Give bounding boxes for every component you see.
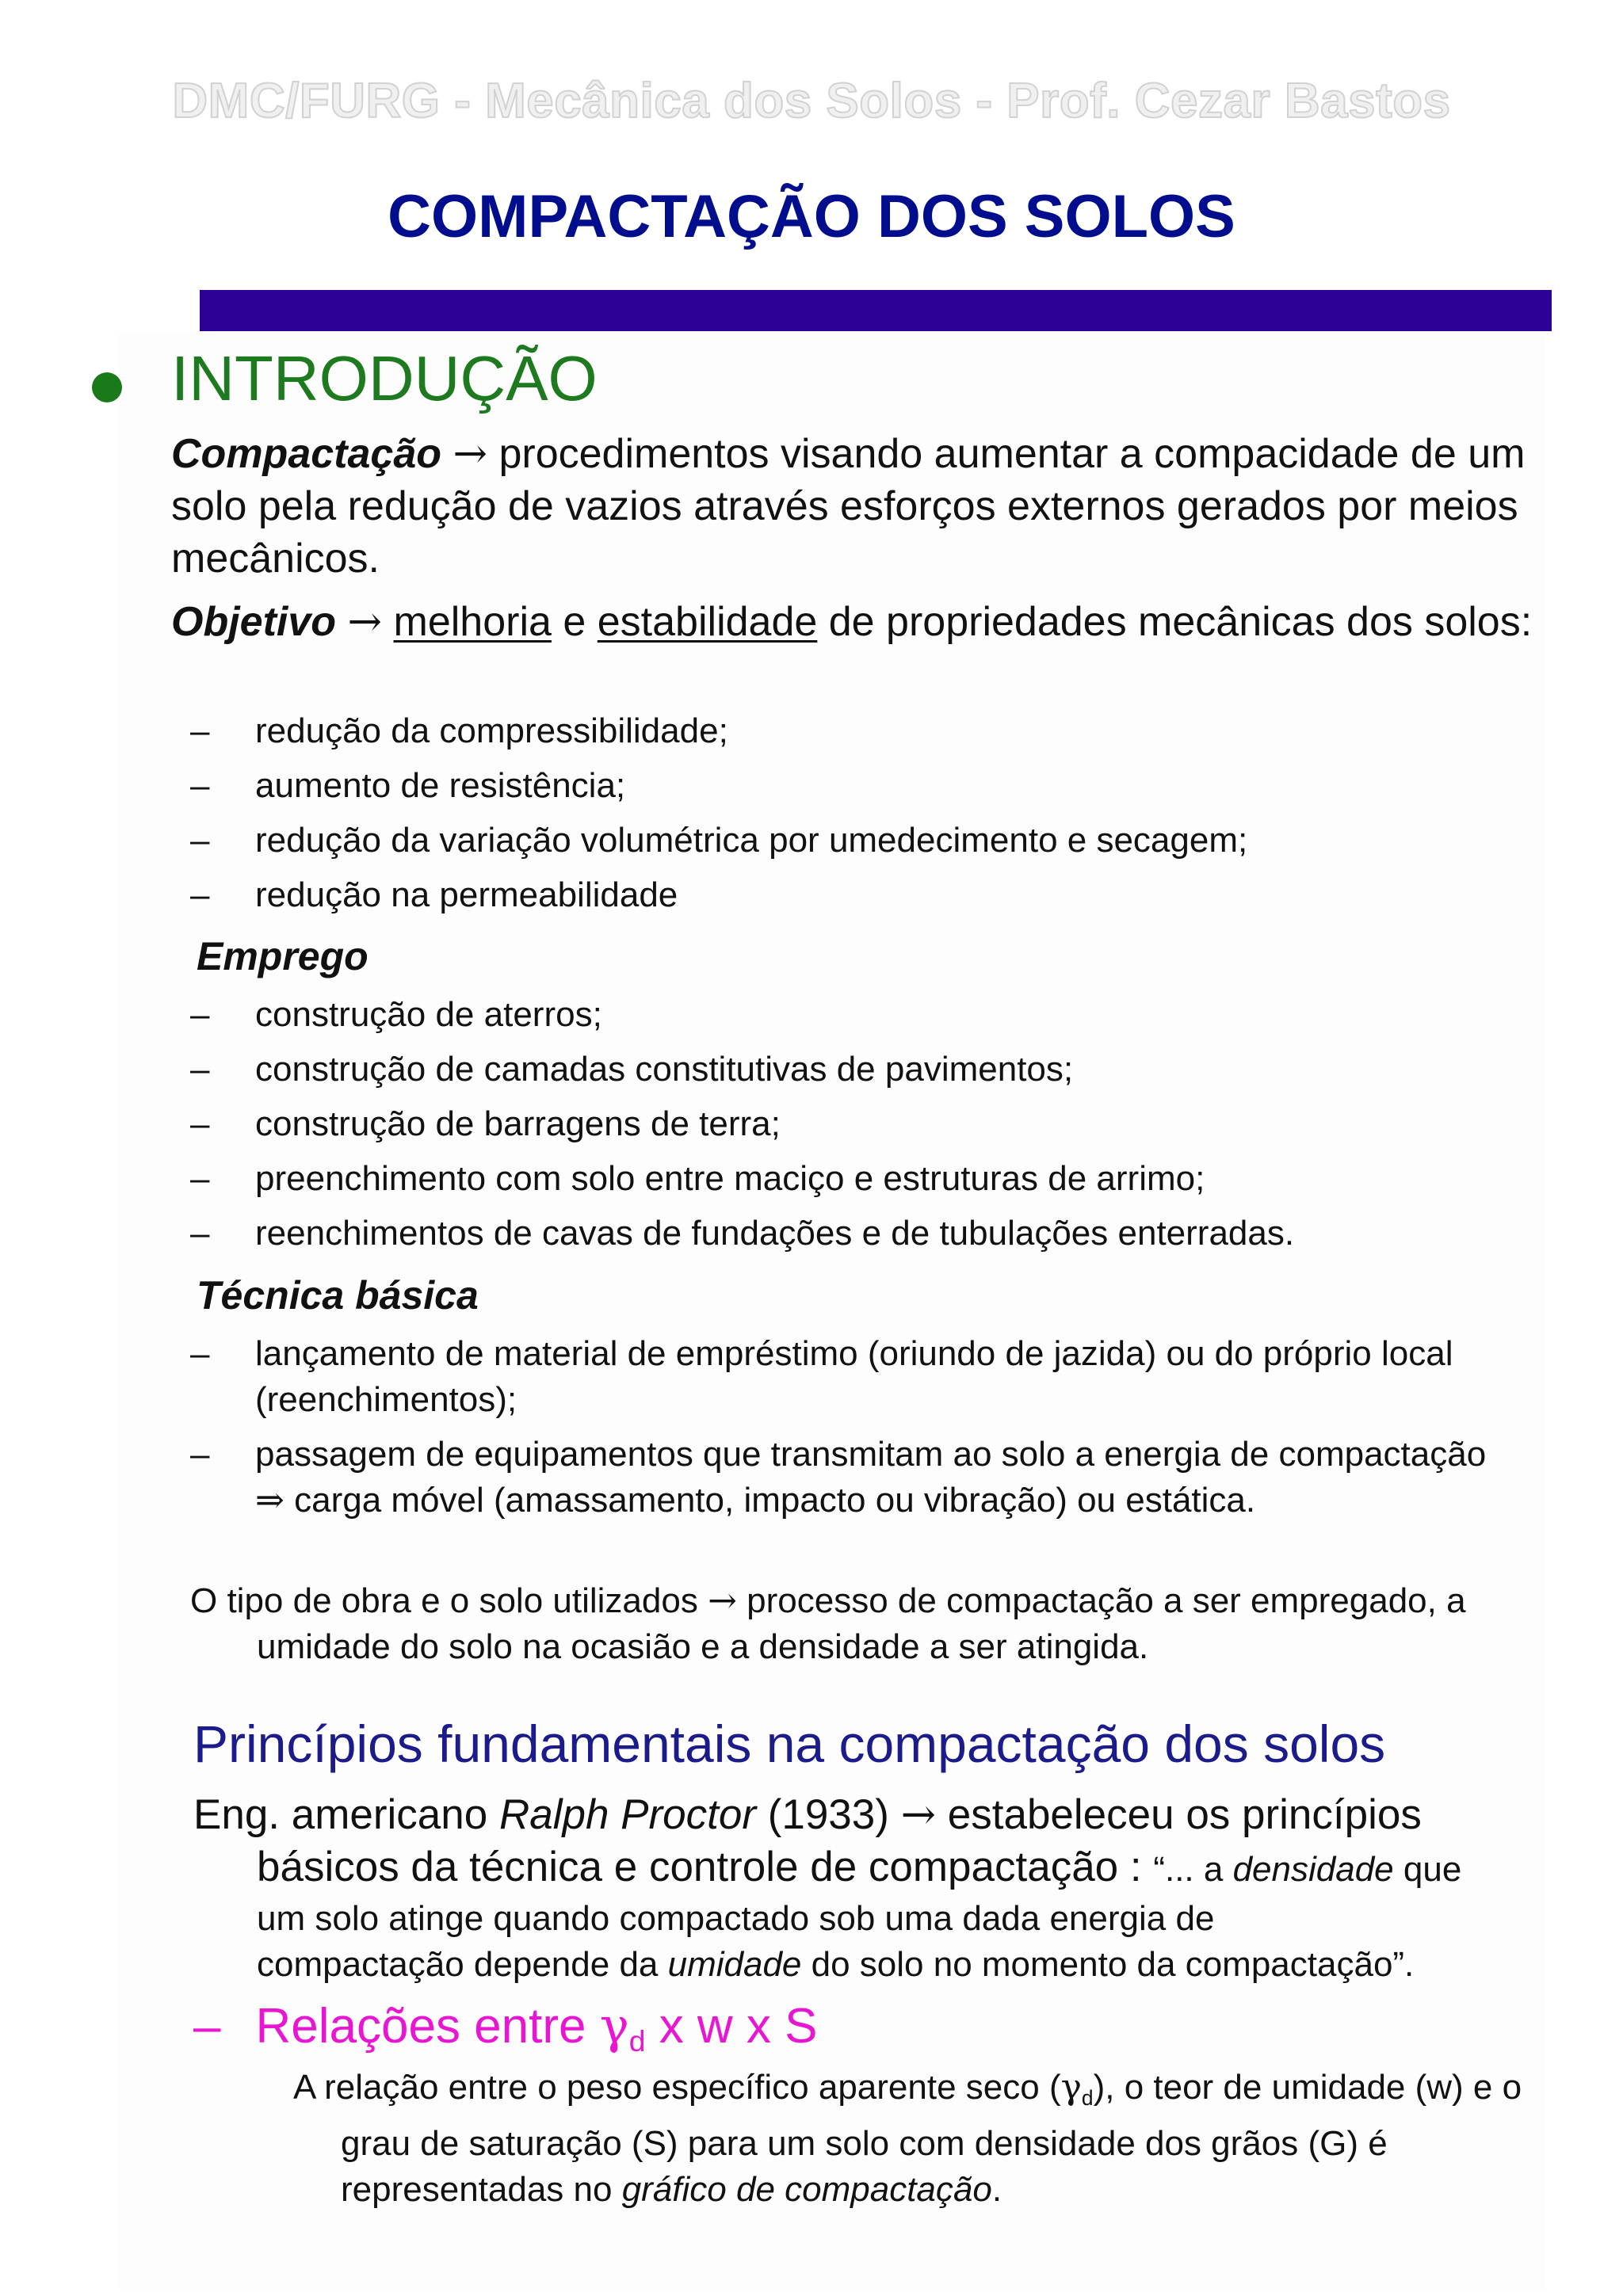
paragraph-text: processo de compactação a ser empregado, a umidade do solo na ocasião e a densidade a ser atingida. [257,1581,1466,1666]
grafico-text: gráfico de compactação [621,2169,992,2209]
subscript-d: d [628,2024,646,2058]
list-item-text: construção de aterros; [255,995,602,1034]
dash-icon: – [190,1050,210,1089]
underlined-melhoria: melhoria [393,599,552,645]
text-connector: e [551,599,598,645]
emprego-heading: Emprego [197,934,369,978]
list-item-text: redução da variação volumétrica por umedecimento e secagem; [255,821,1248,860]
arrow-icon: → [453,430,488,478]
list-item [190,1211,1294,1257]
umidade-text: umidade [667,1945,802,1984]
arrow-icon: → [900,1791,937,1839]
principios-heading: Princípios fundamentais na compactação dos solos [193,1714,1386,1773]
double-arrow-icon: ⇒ [255,1480,285,1520]
list-item-text: preenchimento com solo entre maciço e estruturas de arrimo; [255,1159,1205,1198]
underlined-estabilidade: estabilidade [597,599,818,645]
list-item-text: redução da compressibilidade; [255,711,728,750]
paragraph-text: . [991,2169,1002,2209]
proctor-paragraph [193,1789,1533,1988]
objetivo-rest: de propriedades mecânicas dos solos: [817,599,1533,645]
title-underline-bar [200,290,1552,331]
quote-text: um solo atinge quando compactado sob uma dada energia de [257,1899,1215,1938]
term-compactacao: Compactação [171,431,441,477]
objetivo-list [190,708,1247,927]
text: Eng. americano [193,1791,499,1838]
dash-icon: – [190,1214,210,1253]
list-item-text: carga móvel (amassamento, impacto ou vibração) ou estática. [284,1481,1256,1520]
list-item-text: passagem de equipamentos que transmitam ao solo a energia de compactação [255,1435,1487,1474]
definition-text: procedimentos visando aumentar a compacidade de um solo pela redução de vazios através esforços externos gerados por meios mecânicos. [171,431,1526,582]
text: (1933) [755,1791,901,1838]
section-heading: INTRODUÇÃO [171,343,598,414]
list-item-text: construção de camadas constitutivas de pavimentos; [255,1050,1074,1089]
bullet-icon [92,372,122,402]
paragraph-text: A relação entre o peso específico aparente seco ( [293,2068,1061,2107]
list-item [190,818,1247,864]
list-item [190,1156,1294,1202]
proctor-name: Ralph Proctor [498,1791,756,1838]
list-item-text: reenchimentos de cavas de fundações e de tubulações enterradas. [255,1214,1295,1253]
list-item [190,763,1247,809]
gamma-symbol: γ [599,1997,629,2054]
list-item [190,1331,1506,1423]
arrow-icon: → [347,598,383,646]
proctor-line [193,1789,1533,1841]
dash-icon: – [190,995,210,1034]
proctor-line [193,1896,1533,1942]
dash-icon: – [190,766,210,805]
dash-icon: – [190,1104,210,1143]
heading-text: x w x S [645,1999,818,2054]
heading-text: Relações entre [255,1999,600,2054]
list-item [190,1101,1294,1147]
list-item [190,992,1294,1038]
emprego-list [190,992,1294,1265]
tecnica-heading: Técnica básica [197,1273,479,1318]
list-item-text: lançamento de material de empréstimo (oriundo de jazida) ou do próprio local (reenchimentos); [255,1334,1453,1419]
arrow-icon: → [708,1581,737,1621]
dash-icon: – [190,1159,210,1198]
list-item [190,708,1247,754]
dash-icon: – [190,821,210,860]
paragraph-body [293,2065,1529,2213]
proctor-line [193,1841,1533,1896]
quote-text: “... a [1153,1850,1233,1889]
list-item [190,1047,1294,1093]
dash-icon: – [190,1435,210,1474]
relacoes-paragraph [293,2065,1529,2213]
proctor-line [193,1942,1533,1988]
dash-icon: – [193,1999,221,2054]
quote-text: compactação depende da [257,1945,668,1984]
dash-icon: – [190,1334,210,1373]
tecnica-list [190,1331,1506,1532]
objetivo-definition [171,596,1568,648]
quote-text: que [1393,1850,1462,1889]
list-item-text: construção de barragens de terra; [255,1104,781,1143]
list-item-text: aumento de resistência; [255,766,626,805]
gamma-symbol: γ [1060,2067,1082,2107]
list-item-text: redução na permeabilidade [255,875,678,914]
list-item [190,1432,1506,1524]
text: básicos da técnica e controle de compactação : [257,1844,1154,1890]
tipo-obra-paragraph [190,1578,1588,1670]
paragraph-text: O tipo de obra e o solo utilizados [190,1581,708,1620]
page-title: COMPACTAÇÃO DOS SOLOS [388,183,1235,250]
quote-text: do solo no momento da compactação”. [801,1945,1415,1984]
densidade-text: densidade [1232,1850,1394,1889]
text: estabeleceu os princípios [936,1791,1422,1838]
dash-icon: – [190,711,210,750]
dash-icon: – [190,875,210,914]
compactacao-definition [171,428,1568,585]
term-objetivo: Objetivo [171,599,337,645]
relacoes-heading [193,1997,818,2058]
page-header: DMC/FURG - Mecânica dos Solos - Prof. Cezar Bastos [172,74,1451,128]
paragraph-text: ), o teor de umidade (w) e o grau de saturação (S) para um solo com densidade dos grãos (G) é representadas no [341,2068,1522,2209]
list-item [190,872,1247,918]
subscript-d: d [1081,2085,1094,2110]
